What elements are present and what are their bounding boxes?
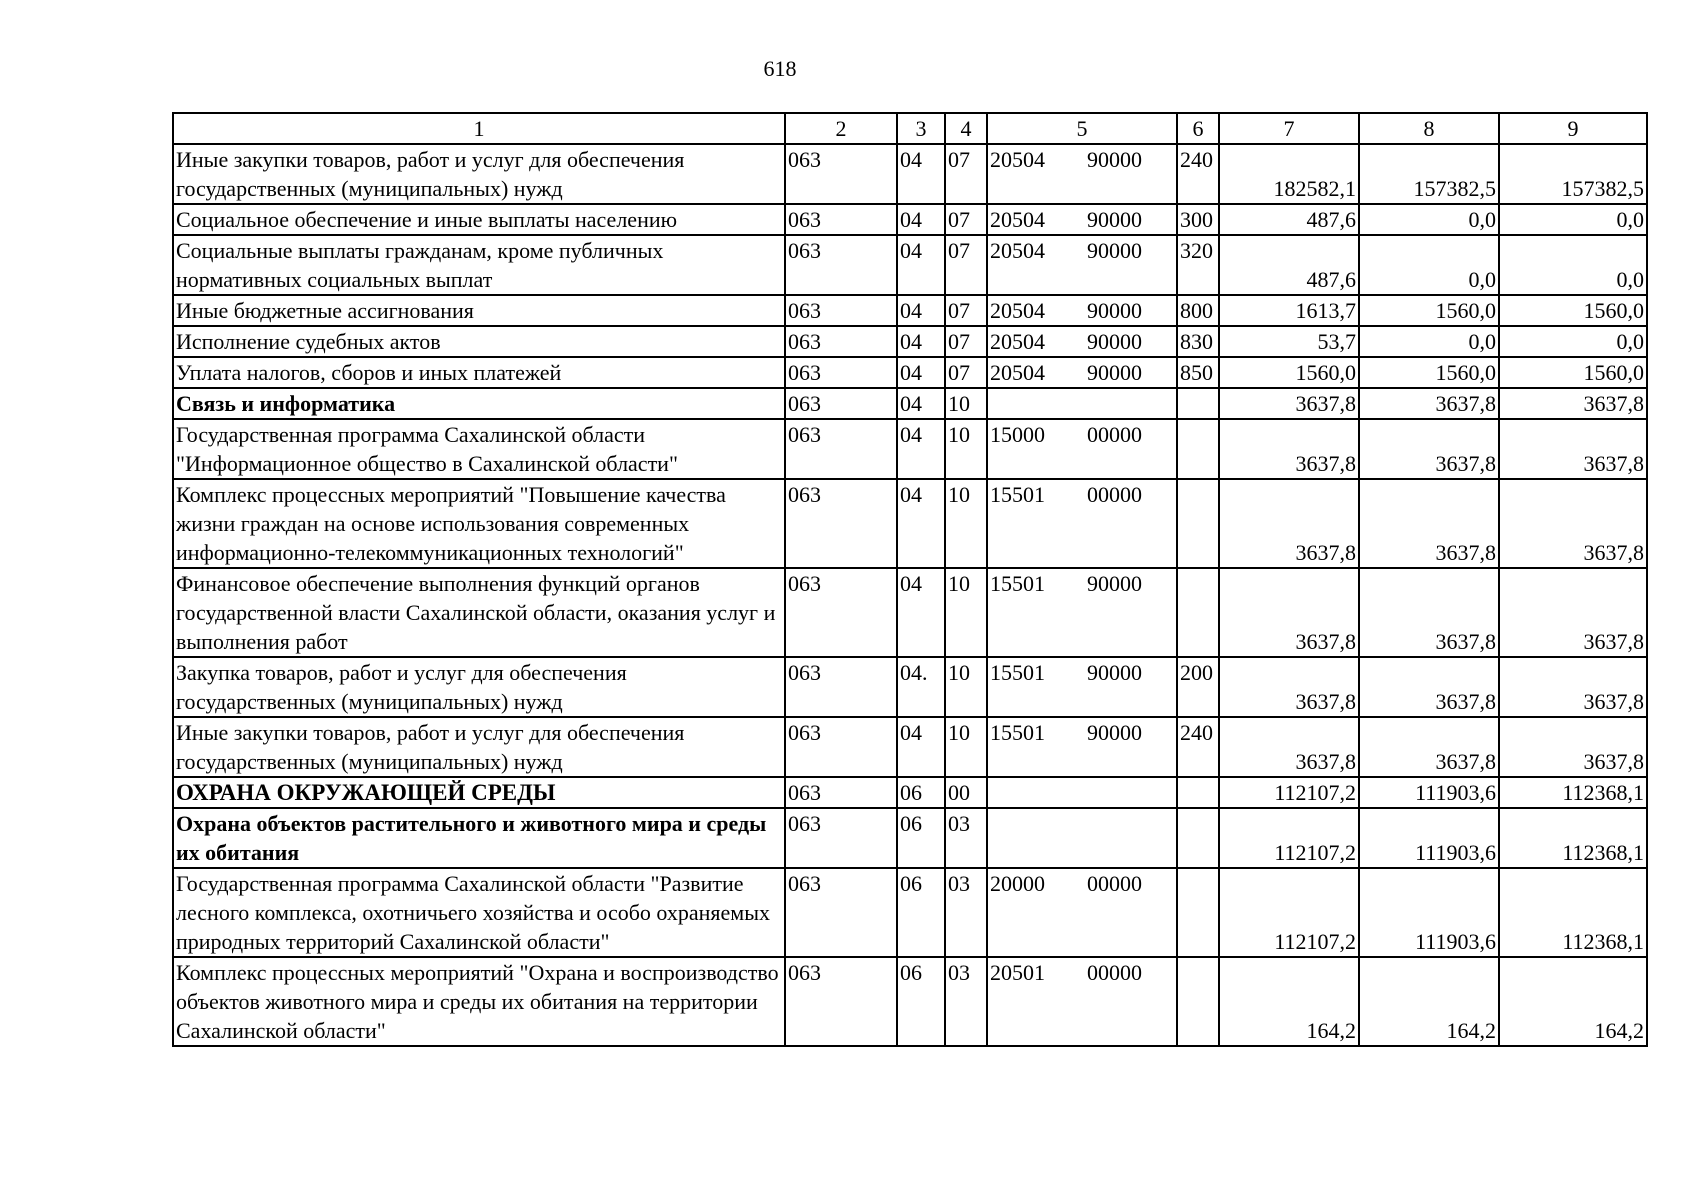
code-expense-type: [1177, 808, 1219, 868]
code-subsection: 03: [945, 808, 987, 868]
row-name: Связь и информатика: [173, 388, 785, 419]
amount-col7: 3637,8: [1219, 388, 1359, 419]
table-row: [173, 717, 1647, 777]
code-admin: 063: [785, 808, 897, 868]
code-admin: 063: [785, 204, 897, 235]
code-expense-type: [1177, 479, 1219, 568]
code-target-article: [987, 235, 1177, 295]
code-subsection: 07: [945, 357, 987, 388]
code-section: 04: [897, 204, 945, 235]
code-target-article-part2: 90000: [1087, 360, 1142, 385]
header-cell: 1: [173, 113, 785, 144]
code-target-article-part1: 20504: [990, 298, 1045, 323]
table-row: [173, 777, 1647, 808]
code-subsection: 10: [945, 717, 987, 777]
code-expense-type: 830: [1177, 326, 1219, 357]
code-target-article-part2: 90000: [1087, 329, 1142, 354]
code-target-article-part2: 90000: [1087, 238, 1142, 263]
code-target-article-part1: 20000: [990, 871, 1045, 896]
code-admin: 063: [785, 717, 897, 777]
row-name: Социальное обеспечение и иные выплаты населению: [173, 204, 785, 235]
code-subsection: 10: [945, 419, 987, 479]
row-name: Иные закупки товаров, работ и услуг для обеспечения государственных (муниципальных) нужд: [173, 717, 785, 777]
amount-col7: 3637,8: [1219, 479, 1359, 568]
row-name: Уплата налогов, сборов и иных платежей: [173, 357, 785, 388]
amount-col9: 3637,8: [1499, 419, 1647, 479]
header-cell: 8: [1359, 113, 1499, 144]
code-section: 04: [897, 235, 945, 295]
code-section: 04: [897, 357, 945, 388]
amount-col9: 1560,0: [1499, 295, 1647, 326]
amount-col7: 3637,8: [1219, 568, 1359, 657]
amount-col8: 3637,8: [1359, 419, 1499, 479]
table-row: [173, 479, 1647, 568]
code-target-article-part1: 20504: [990, 360, 1045, 385]
amount-col9: 0,0: [1499, 204, 1647, 235]
amount-col8: 3637,8: [1359, 388, 1499, 419]
amount-col7: 3637,8: [1219, 657, 1359, 717]
code-target-article: [987, 357, 1177, 388]
code-target-article: [987, 388, 1177, 419]
code-subsection: 07: [945, 326, 987, 357]
table-row: [173, 868, 1647, 957]
code-target-article-part1: 15501: [990, 482, 1045, 507]
code-admin: 063: [785, 568, 897, 657]
header-cell: 9: [1499, 113, 1647, 144]
code-target-article-part1: 20504: [990, 238, 1045, 263]
code-subsection: 10: [945, 657, 987, 717]
code-section: 04: [897, 717, 945, 777]
code-target-article-part1: 15501: [990, 720, 1045, 745]
code-admin: 063: [785, 326, 897, 357]
code-target-article-part1: 20501: [990, 960, 1045, 985]
code-target-article: [987, 295, 1177, 326]
code-admin: 063: [785, 419, 897, 479]
code-expense-type: 240: [1177, 717, 1219, 777]
table-row: [173, 357, 1647, 388]
code-section: 04: [897, 295, 945, 326]
row-name: Финансовое обеспечение выполнения функций органов государственной власти Сахалинской области, оказания услуг и выполнения работ: [173, 568, 785, 657]
code-expense-type: 800: [1177, 295, 1219, 326]
row-name: Комплекс процессных мероприятий "Охрана и воспроизводство объектов животного мира и среды их обитания на территории Сахалинской области": [173, 957, 785, 1046]
table-row: [173, 657, 1647, 717]
code-expense-type: 850: [1177, 357, 1219, 388]
amount-col7: 112107,2: [1219, 777, 1359, 808]
amount-col8: 3637,8: [1359, 479, 1499, 568]
code-target-article-part2: 90000: [1087, 207, 1142, 232]
code-section: 06: [897, 777, 945, 808]
header-cell: 5: [987, 113, 1177, 144]
table-row: [173, 808, 1647, 868]
code-admin: 063: [785, 957, 897, 1046]
header-cell: 7: [1219, 113, 1359, 144]
amount-col8: 3637,8: [1359, 657, 1499, 717]
amount-col8: 1560,0: [1359, 295, 1499, 326]
row-name: Охрана объектов растительного и животного мира и среды их обитания: [173, 808, 785, 868]
code-expense-type: 200: [1177, 657, 1219, 717]
header-cell: 6: [1177, 113, 1219, 144]
header-cell: 4: [945, 113, 987, 144]
code-target-article: [987, 479, 1177, 568]
code-target-article-part1: 15000: [990, 422, 1045, 447]
code-expense-type: 300: [1177, 204, 1219, 235]
code-target-article: [987, 808, 1177, 868]
amount-col7: 182582,1: [1219, 144, 1359, 204]
row-name: Закупка товаров, работ и услуг для обеспечения государственных (муниципальных) нужд: [173, 657, 785, 717]
table-row: [173, 295, 1647, 326]
code-section: 04: [897, 568, 945, 657]
page-number: 618: [763, 56, 797, 81]
amount-col7: 1560,0: [1219, 357, 1359, 388]
amount-col7: 164,2: [1219, 957, 1359, 1046]
row-name: Исполнение судебных актов: [173, 326, 785, 357]
code-target-article: [987, 957, 1177, 1046]
row-name: Государственная программа Сахалинской области "Развитие лесного комплекса, охотничьего хозяйства и особо охраняемых природных территорий Сахалинской области": [173, 868, 785, 957]
code-section: 06: [897, 957, 945, 1046]
row-name: Государственная программа Сахалинской области "Информационное общество в Сахалинской области": [173, 419, 785, 479]
amount-col7: 1613,7: [1219, 295, 1359, 326]
amount-col9: 3637,8: [1499, 479, 1647, 568]
row-name: Иные закупки товаров, работ и услуг для обеспечения государственных (муниципальных) нужд: [173, 144, 785, 204]
budget-table: [172, 112, 1648, 1047]
amount-col8: 111903,6: [1359, 808, 1499, 868]
code-target-article-part1: 15501: [990, 660, 1045, 685]
amount-col7: 53,7: [1219, 326, 1359, 357]
amount-col9: 3637,8: [1499, 568, 1647, 657]
code-subsection: 07: [945, 204, 987, 235]
header-row: [173, 113, 1647, 144]
table-row: [173, 326, 1647, 357]
code-admin: 063: [785, 657, 897, 717]
amount-col9: 3637,8: [1499, 657, 1647, 717]
row-name: Комплекс процессных мероприятий "Повышение качества жизни граждан на основе использования современных информационно-телекоммуникационных технологий": [173, 479, 785, 568]
code-section: 04: [897, 419, 945, 479]
code-expense-type: [1177, 388, 1219, 419]
row-name: Социальные выплаты гражданам, кроме публичных нормативных социальных выплат: [173, 235, 785, 295]
header-cell: 2: [785, 113, 897, 144]
amount-col9: 0,0: [1499, 235, 1647, 295]
code-admin: 063: [785, 295, 897, 326]
amount-col9: 112368,1: [1499, 868, 1647, 957]
code-target-article-part2: 00000: [1087, 960, 1142, 985]
code-expense-type: [1177, 777, 1219, 808]
code-target-article-part2: 00000: [1087, 482, 1142, 507]
code-subsection: 00: [945, 777, 987, 808]
code-target-article: [987, 568, 1177, 657]
code-subsection: 07: [945, 235, 987, 295]
code-expense-type: [1177, 419, 1219, 479]
code-target-article-part1: 15501: [990, 571, 1045, 596]
code-expense-type: 320: [1177, 235, 1219, 295]
amount-col8: 164,2: [1359, 957, 1499, 1046]
amount-col8: 111903,6: [1359, 777, 1499, 808]
code-subsection: 03: [945, 868, 987, 957]
code-subsection: 10: [945, 568, 987, 657]
code-subsection: 10: [945, 388, 987, 419]
table-row: [173, 957, 1647, 1046]
code-section: 04: [897, 326, 945, 357]
code-subsection: 03: [945, 957, 987, 1046]
code-target-article: [987, 777, 1177, 808]
code-target-article-part2: 00000: [1087, 871, 1142, 896]
row-name: Иные бюджетные ассигнования: [173, 295, 785, 326]
code-admin: 063: [785, 144, 897, 204]
code-target-article: [987, 144, 1177, 204]
code-admin: 063: [785, 777, 897, 808]
code-admin: 063: [785, 868, 897, 957]
code-admin: 063: [785, 235, 897, 295]
code-section: 04: [897, 479, 945, 568]
header-cell: 3: [897, 113, 945, 144]
amount-col7: 3637,8: [1219, 717, 1359, 777]
amount-col8: 0,0: [1359, 204, 1499, 235]
code-section: 04.: [897, 657, 945, 717]
code-target-article: [987, 204, 1177, 235]
table-row: [173, 204, 1647, 235]
code-target-article-part2: 90000: [1087, 720, 1142, 745]
code-expense-type: [1177, 957, 1219, 1046]
amount-col9: 112368,1: [1499, 777, 1647, 808]
amount-col8: 3637,8: [1359, 717, 1499, 777]
code-target-article: [987, 326, 1177, 357]
amount-col7: 3637,8: [1219, 419, 1359, 479]
code-target-article-part2: 00000: [1087, 422, 1142, 447]
code-admin: 063: [785, 479, 897, 568]
code-section: 06: [897, 808, 945, 868]
code-expense-type: [1177, 868, 1219, 957]
amount-col9: 0,0: [1499, 326, 1647, 357]
code-admin: 063: [785, 357, 897, 388]
code-subsection: 07: [945, 295, 987, 326]
row-name: ОХРАНА ОКРУЖАЮЩЕЙ СРЕДЫ: [173, 777, 785, 808]
code-target-article: [987, 657, 1177, 717]
amount-col9: 3637,8: [1499, 388, 1647, 419]
code-target-article-part2: 90000: [1087, 660, 1142, 685]
table-row: [173, 144, 1647, 204]
code-section: 04: [897, 144, 945, 204]
amount-col9: 157382,5: [1499, 144, 1647, 204]
amount-col7: 112107,2: [1219, 868, 1359, 957]
amount-col9: 164,2: [1499, 957, 1647, 1046]
amount-col8: 1560,0: [1359, 357, 1499, 388]
amount-col7: 112107,2: [1219, 808, 1359, 868]
code-target-article-part1: 20504: [990, 147, 1045, 172]
table-row: [173, 568, 1647, 657]
code-expense-type: [1177, 568, 1219, 657]
amount-col8: 0,0: [1359, 326, 1499, 357]
code-section: 04: [897, 388, 945, 419]
code-target-article: [987, 868, 1177, 957]
amount-col7: 487,6: [1219, 204, 1359, 235]
amount-col8: 3637,8: [1359, 568, 1499, 657]
amount-col8: 157382,5: [1359, 144, 1499, 204]
code-target-article: [987, 419, 1177, 479]
amount-col7: 487,6: [1219, 235, 1359, 295]
amount-col8: 0,0: [1359, 235, 1499, 295]
table-row: [173, 419, 1647, 479]
code-target-article-part1: 20504: [990, 207, 1045, 232]
code-target-article-part1: 20504: [990, 329, 1045, 354]
amount-col8: 111903,6: [1359, 868, 1499, 957]
code-expense-type: 240: [1177, 144, 1219, 204]
code-target-article: [987, 717, 1177, 777]
amount-col9: 1560,0: [1499, 357, 1647, 388]
amount-col9: 3637,8: [1499, 717, 1647, 777]
code-target-article-part2: 90000: [1087, 147, 1142, 172]
code-admin: 063: [785, 388, 897, 419]
code-subsection: 07: [945, 144, 987, 204]
table-row: [173, 388, 1647, 419]
code-subsection: 10: [945, 479, 987, 568]
table-row: [173, 235, 1647, 295]
amount-col9: 112368,1: [1499, 808, 1647, 868]
code-target-article-part2: 90000: [1087, 298, 1142, 323]
code-target-article-part2: 90000: [1087, 571, 1142, 596]
code-section: 06: [897, 868, 945, 957]
